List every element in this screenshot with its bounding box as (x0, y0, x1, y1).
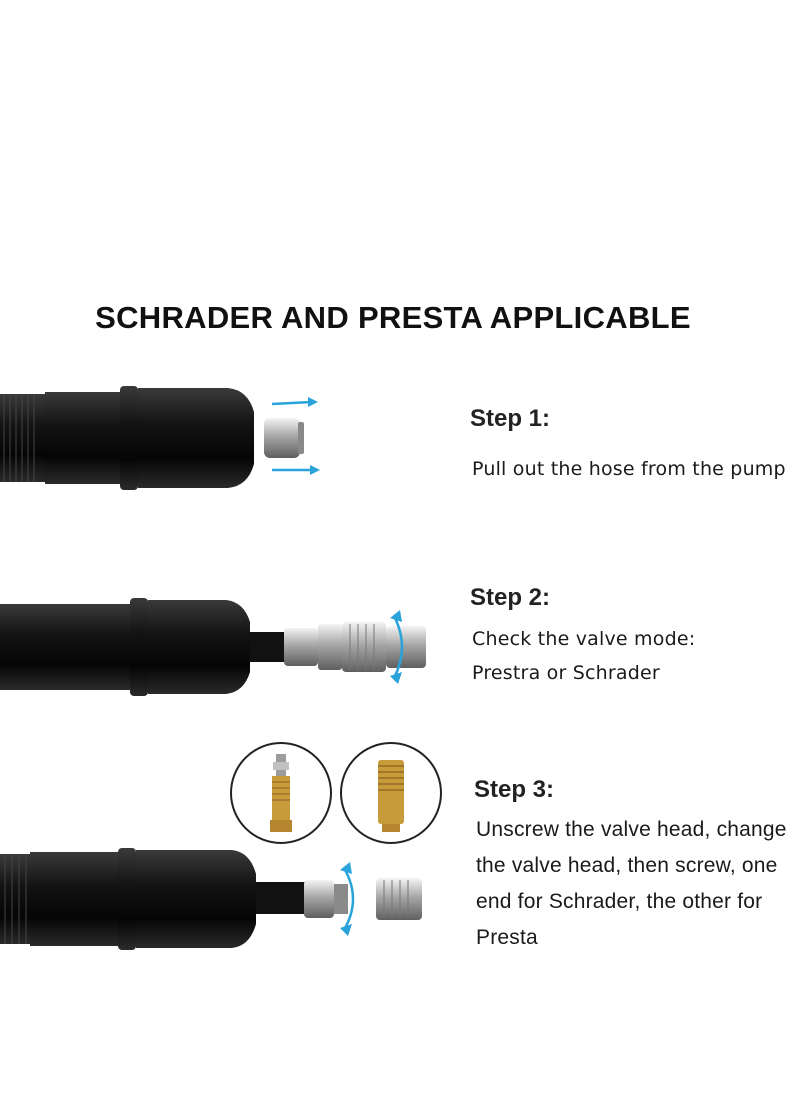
step-2-title: Step 2: (470, 584, 551, 611)
step-1-text (472, 452, 786, 486)
presta-valve-icon (232, 744, 330, 842)
step-2-text (472, 622, 695, 690)
pump-valve-head-rotate-illustration (0, 592, 440, 702)
step-1-title: Step 1: (470, 405, 551, 432)
presta-valve-circle (230, 742, 332, 844)
step-3-line-4: Presta (476, 926, 538, 949)
pump-hose-pull-out-illustration (0, 378, 340, 498)
step-3-line-3: end for Schrader, the other for (476, 890, 763, 913)
page-title: SCHRADER AND PRESTA APPLICABLE (95, 300, 691, 335)
step-1-line-1: Pull out the hose from the pump (472, 458, 786, 480)
schrader-valve-icon (342, 744, 440, 842)
schrader-valve-circle (340, 742, 442, 844)
step-3-title: Step 3: (474, 776, 555, 803)
step-3-line-2: the valve head, then screw, one (476, 854, 778, 877)
step-2-line-1: Check the valve mode: (472, 628, 696, 650)
step-3-line-1: Unscrew the valve head, change (476, 818, 787, 841)
step-3-text (476, 812, 787, 956)
pump-valve-head-swap-illustration (0, 844, 460, 954)
step-2-line-2: Prestra or Schrader (472, 662, 660, 684)
